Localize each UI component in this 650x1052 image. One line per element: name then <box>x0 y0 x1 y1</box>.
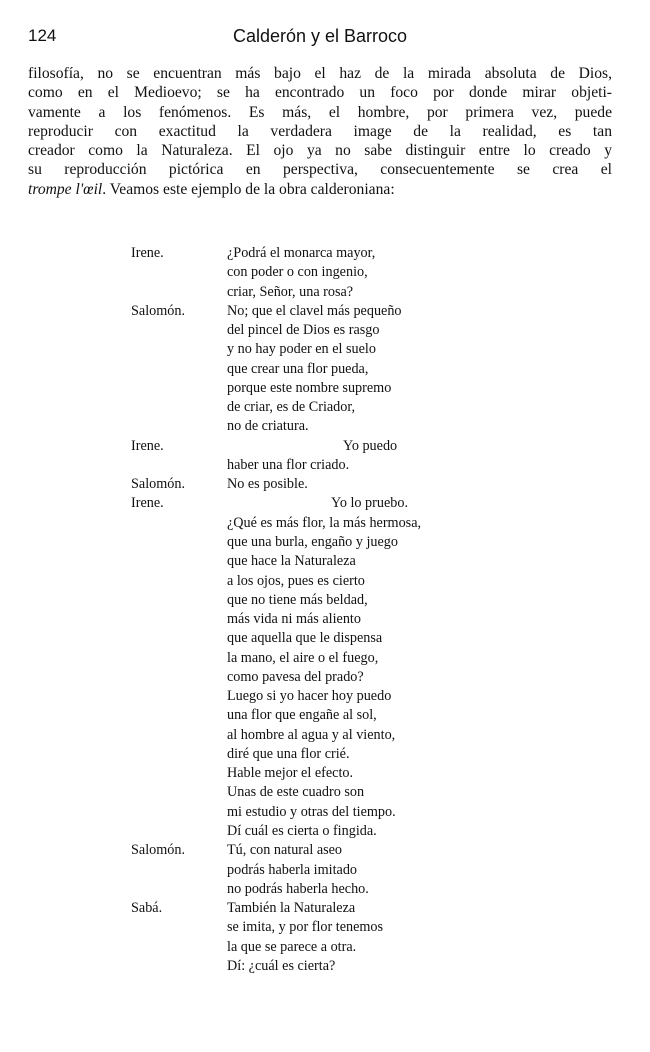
verse-line: y no hay poder en el suelo <box>227 341 376 358</box>
verse-line: la mano, el aire o el fuego, <box>227 649 379 666</box>
verse-line: que hace la Naturaleza <box>227 553 356 570</box>
verse-row <box>131 417 531 436</box>
verse-row <box>131 340 531 359</box>
speaker-name: Irene. <box>131 495 164 512</box>
verse-row <box>131 398 531 417</box>
body-paragraph <box>28 64 612 199</box>
paragraph-line-rest: . Veamos este ejemplo de la obra calderoniana: <box>102 180 395 198</box>
verse-line: como pavesa del prado? <box>227 668 364 685</box>
verse-excerpt <box>131 244 531 976</box>
verse-line: una flor que engañe al sol, <box>227 707 377 724</box>
paragraph-line <box>28 180 612 199</box>
verse-row <box>131 822 531 841</box>
verse-line: que crear una flor pueda, <box>227 360 369 377</box>
verse-line: no podrás haberla hecho. <box>227 880 369 897</box>
verse-line: ¿Podrá el monarca mayor, <box>227 245 376 261</box>
paragraph-line: vamente a los fenómenos. Es más, el hombre, por primera vez, puede <box>28 103 612 121</box>
verse-line: No es posible. <box>227 476 308 493</box>
paragraph-line: creador como la Naturaleza. El ojo ya no sabe distinguir entre lo creado y <box>28 142 612 160</box>
verse-row <box>131 861 531 880</box>
verse-line: Tú, con natural aseo <box>227 842 343 859</box>
verse-row <box>131 514 531 533</box>
verse-line: haber una flor criado. <box>227 456 350 473</box>
speaker-name: Irene. <box>131 245 164 261</box>
speaker-name: Irene. <box>131 437 164 454</box>
verse-row <box>131 764 531 783</box>
paragraph-line: como en el Medioevo; se ha encontrado un foco por donde mirar objeti- <box>28 84 612 102</box>
verse-row <box>131 649 531 668</box>
running-title: Calderón y el Barroco <box>232 26 408 46</box>
verse-row <box>131 321 531 340</box>
verse-row <box>131 263 531 282</box>
verse-line: más vida ni más aliento <box>227 611 361 628</box>
verse-row <box>131 591 531 610</box>
verse-line: Yo puedo <box>343 437 398 454</box>
page-number: 124 <box>28 26 57 45</box>
verse-row <box>131 244 531 263</box>
verse-row <box>131 745 531 764</box>
verse-row <box>131 283 531 302</box>
verse-line: a los ojos, pues es cierto <box>227 572 365 589</box>
verse-row <box>131 880 531 899</box>
verse-line: se imita, y por flor tenemos <box>227 919 384 936</box>
verse-row <box>131 803 531 822</box>
verse-row <box>131 475 531 494</box>
verse-row <box>131 379 531 398</box>
verse-line: Luego si yo hacer hoy puedo <box>227 688 392 705</box>
paragraph-line: reproducir con exactitud la verdadera image de la realidad, es tan <box>28 122 612 140</box>
verse-line: del pincel de Dios es rasgo <box>227 322 380 339</box>
verse-row <box>131 668 531 687</box>
verse-row <box>131 437 531 456</box>
verse-line: Unas de este cuadro son <box>227 784 365 801</box>
verse-line: Dí: ¿cuál es cierta? <box>227 957 336 974</box>
verse-row <box>131 706 531 725</box>
verse-row <box>131 918 531 937</box>
verse-row <box>131 610 531 629</box>
verse-line: que no tiene más beldad, <box>227 591 368 608</box>
verse-line: diré que una flor crié. <box>227 745 350 762</box>
verse-row <box>131 687 531 706</box>
verse-row <box>131 841 531 860</box>
verse-line: criar, Señor, una rosa? <box>227 283 354 300</box>
paragraph-line: su reproducción pictórica en perspectiva, consecuentemente se crea el <box>28 161 612 179</box>
verse-line: No; que el clavel más pequeño <box>227 302 402 319</box>
verse-row <box>131 552 531 571</box>
paragraph-line: filosofía, no se encuentran más bajo el haz de la mirada absoluta de Dios, <box>28 65 612 82</box>
verse-row <box>131 533 531 552</box>
verse-line: de criar, es de Criador, <box>227 399 356 416</box>
verse-line: Yo lo pruebo. <box>331 495 408 512</box>
verse-line: También la Naturaleza <box>227 900 356 917</box>
verse-line: que una burla, engaño y juego <box>227 533 398 550</box>
verse-line: Hable mejor el efecto. <box>227 765 354 782</box>
verse-line: la que se parece a otra. <box>227 938 357 955</box>
page-header <box>28 26 612 50</box>
speaker-name: Salomón. <box>131 302 185 319</box>
verse-row <box>131 957 531 976</box>
verse-line: porque este nombre supremo <box>227 379 392 396</box>
verse-row <box>131 783 531 802</box>
verse-row <box>131 456 531 475</box>
italic-term: trompe l'œil <box>28 180 103 198</box>
verse-line: Dí cuál es cierta o fingida. <box>227 822 377 839</box>
verse-row <box>131 629 531 648</box>
verse-row <box>131 572 531 591</box>
verse-line: al hombre al agua y al viento, <box>227 726 396 743</box>
speaker-name: Sabá. <box>131 900 163 917</box>
speaker-name: Salomón. <box>131 476 185 493</box>
verse-row <box>131 360 531 379</box>
verse-line: ¿Qué es más flor, la más hermosa, <box>227 514 422 531</box>
verse-line: podrás haberla imitado <box>227 861 358 878</box>
verse-line: con poder o con ingenio, <box>227 264 368 281</box>
verse-row <box>131 302 531 321</box>
verse-row <box>131 899 531 918</box>
speaker-name: Salomón. <box>131 842 185 859</box>
verse-row <box>131 938 531 957</box>
verse-line: mi estudio y otras del tiempo. <box>227 803 396 820</box>
verse-row <box>131 494 531 513</box>
verse-row <box>131 726 531 745</box>
verse-line: que aquella que le dispensa <box>227 630 383 647</box>
verse-line: no de criatura. <box>227 418 309 435</box>
